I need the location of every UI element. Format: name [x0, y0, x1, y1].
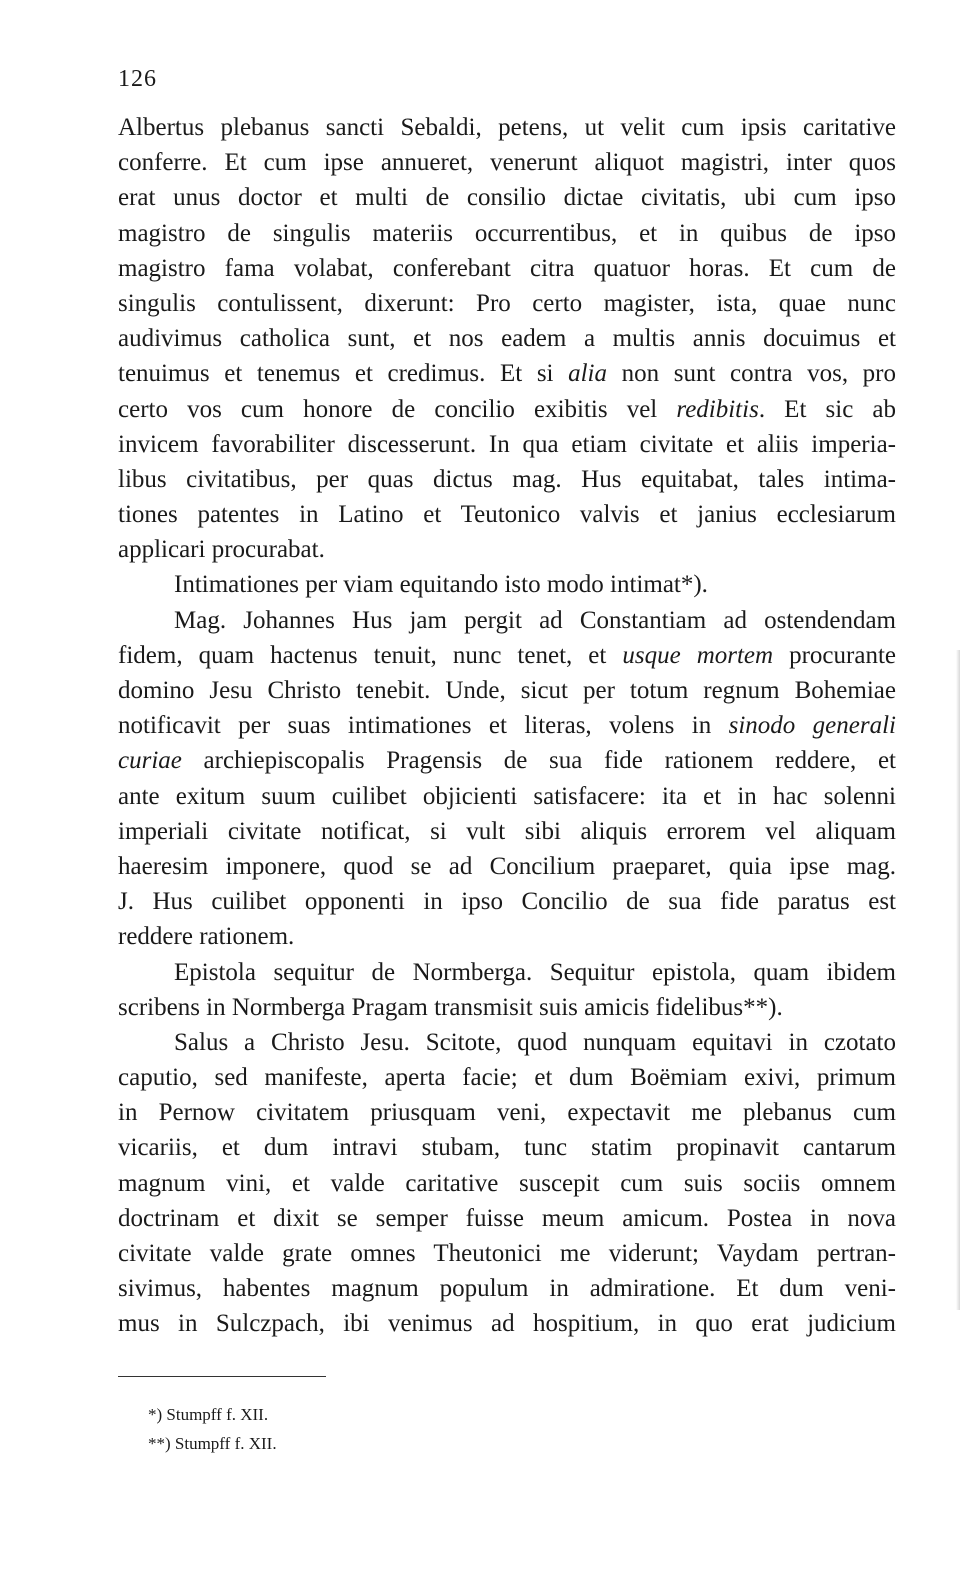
- text-segment: Intimationes per viam equitando isto modo intimat*).: [174, 571, 708, 599]
- text-segment: invicem favorabiliter discesserunt. In qua etiam civitate et aliis imperia-: [118, 430, 896, 458]
- footnote-divider: [118, 1376, 326, 1377]
- page-number: 126: [118, 66, 157, 92]
- text-segment: domino Jesu Christo tenebit. Unde, sicut per totum regnum Bohemiae: [118, 677, 896, 704]
- text-segment: J. Hus cuilibet opponenti in ipso Concilio de sua fide paratus est: [118, 888, 896, 916]
- text-segment: tiones patentes in Latino et Teutonico valvis et janius ecclesiarum: [118, 501, 896, 529]
- footnote-1: *) Stumpff f. XII.: [148, 1405, 269, 1424]
- text-line: [118, 1236, 896, 1271]
- italic-segment: sinodo generali: [728, 712, 896, 740]
- text-line: [118, 1130, 896, 1165]
- text-segment: mus in Sulczpach, ibi venimus ad hospitium, in quo erat judicium: [118, 1310, 896, 1338]
- text-line: [118, 497, 896, 532]
- text-line: [118, 251, 896, 286]
- text-line: [118, 356, 896, 391]
- text-segment: magistro de singulis materiis occurrentibus, et in quibus de ipso: [118, 219, 896, 247]
- text-segment: conferre. Et cum ipse annueret, venerunt aliquot magistri, inter quos: [118, 149, 896, 177]
- italic-segment: redibitis: [676, 395, 759, 423]
- scan-edge-shadow: [956, 650, 960, 1310]
- text-line: [118, 638, 896, 673]
- text-line: [118, 1095, 896, 1130]
- text-line: [118, 286, 896, 321]
- text-line: [118, 673, 896, 708]
- text-segment: erat unus doctor et multi de consilio dictae civitatis, ubi cum ipso: [118, 184, 896, 212]
- text-segment: procurante: [773, 641, 896, 669]
- text-segment: libus civitatibus, per quas dictus mag. Hus equitabat, tales intima-: [118, 465, 896, 493]
- text-line: [118, 884, 896, 919]
- text-segment: caputio, sed manifeste, aperta facie; et dum Boëmiam exivi, primum: [118, 1064, 896, 1092]
- text-line: [118, 427, 896, 462]
- text-segment: ante exitum suum cuilibet objicienti satisfacere: ita et in hac solenni: [118, 782, 896, 810]
- italic-segment: usque mortem: [622, 641, 774, 669]
- text-line: [118, 216, 896, 251]
- text-line: [118, 462, 896, 497]
- text-segment: applicari procurabat.: [118, 536, 325, 564]
- text-segment: magistro fama volabat, conferebant citra quatuor horas. Et cum de: [118, 254, 896, 282]
- footnote-2: **) Stumpff f. XII.: [148, 1434, 277, 1453]
- text-segment: scribens in Normberga Pragam transmisit suis amicis fidelibus**).: [118, 993, 783, 1021]
- text-segment: sivimus, habentes magnum populum in admiratione. Et dum veni-: [118, 1275, 896, 1303]
- text-segment: fidem, quam hactenus tenuit, nunc tenet, et: [118, 641, 623, 669]
- text-segment: singulis contulissent, dixerunt: Pro certo magister, ista, quae nunc: [118, 289, 896, 317]
- text-line: [118, 532, 896, 567]
- text-line: [118, 1306, 896, 1341]
- text-line: [118, 955, 896, 990]
- text-line: [118, 1271, 896, 1306]
- text-line: [118, 1201, 896, 1236]
- text-line: [118, 603, 896, 638]
- text-segment: in Pernow civitatem priusquam veni, expectavit me plebanus cum: [118, 1099, 896, 1127]
- text-line: [118, 814, 896, 849]
- text-segment: certo vos cum honore de concilio exibitis vel: [118, 395, 677, 423]
- text-segment: Salus a Christo Jesu. Scitote, quod nunquam equitavi in czotato: [174, 1028, 896, 1056]
- body-text: [118, 110, 896, 1342]
- italic-segment: curiae: [118, 747, 182, 775]
- text-segment: tenuimus et tenemus et credimus. Et si: [118, 360, 569, 388]
- text-segment: imperiali civitate notificat, si vult sibi aliquis errorem vel aliquam: [118, 817, 896, 845]
- text-line: [118, 990, 896, 1025]
- text-segment: audivimus catholica sunt, et nos eadem a multis annis docuimus et: [118, 325, 896, 353]
- text-segment: notificavit per suas intimationes et literas, volens in: [118, 712, 729, 740]
- text-line: [118, 110, 896, 145]
- text-line: [118, 919, 896, 954]
- text-line: [118, 708, 896, 743]
- text-line: [118, 145, 896, 180]
- text-segment: Mag. Johannes Hus jam pergit ad Constantiam ad ostendendam: [174, 606, 896, 634]
- text-line: [118, 567, 896, 602]
- footnotes: [148, 1400, 277, 1458]
- text-segment: doctrinam et dixit se semper fuisse meum amicum. Postea in nova: [118, 1204, 896, 1232]
- text-line: [118, 180, 896, 215]
- text-line: [118, 392, 896, 427]
- text-line: [118, 1166, 896, 1201]
- italic-segment: alia: [568, 360, 608, 388]
- text-segment: haeresim imponere, quod se ad Concilium praeparet, quia ipse mag.: [118, 852, 896, 880]
- text-segment: magnum vini, et valde caritative suscepit cum suis sociis omnem: [118, 1169, 896, 1197]
- text-segment: civitate valde grate omnes Theutonici me viderunt; Vaydam pertran-: [118, 1240, 896, 1267]
- text-line: [118, 321, 896, 356]
- text-line: [118, 849, 896, 884]
- text-segment: reddere rationem.: [118, 923, 295, 951]
- text-segment: Epistola sequitur de Normberga. Sequitur epistola, quam ibidem: [174, 958, 896, 986]
- text-segment: Albertus plebanus sancti Sebaldi, petens, ut velit cum ipsis caritative: [118, 114, 896, 141]
- text-line: [118, 779, 896, 814]
- text-segment: . Et sic ab: [758, 395, 897, 423]
- text-segment: vicariis, et dum intravi stubam, tunc statim propinavit cantarum: [118, 1134, 896, 1162]
- text-line: [118, 743, 896, 778]
- text-line: [118, 1025, 896, 1060]
- text-line: [118, 1060, 896, 1095]
- text-segment: archiepiscopalis Pragensis de sua fide rationem reddere, et: [181, 747, 896, 775]
- text-segment: non sunt contra vos, pro: [607, 360, 896, 388]
